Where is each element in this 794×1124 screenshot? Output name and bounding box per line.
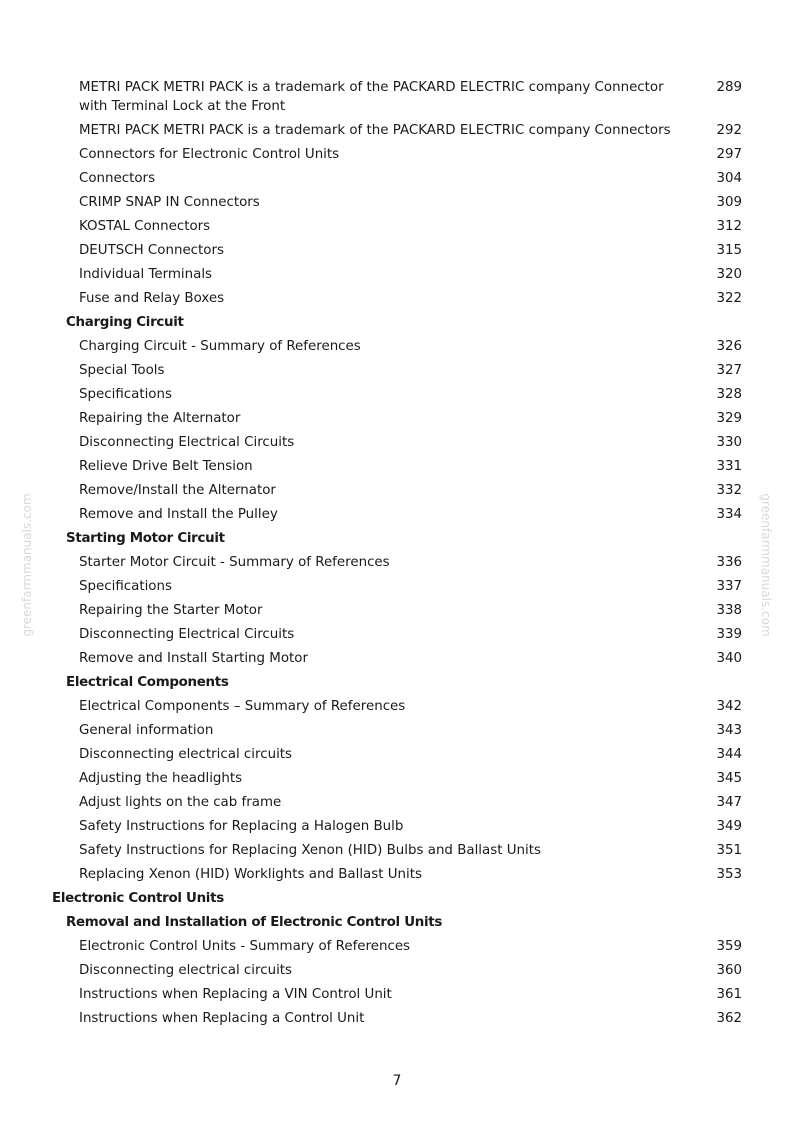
toc-entry[interactable] [0,1008,794,1032]
toc-entry[interactable] [0,120,794,144]
toc-entry[interactable] [0,792,794,816]
toc-entry-page: 336 [716,554,742,570]
toc-entry-page: 340 [716,650,742,666]
toc-entry-page: 328 [716,386,742,402]
toc-entry-title: Relieve Drive Belt Tension [79,458,253,474]
toc-entry-page: 334 [716,506,742,522]
toc-entry-page: 329 [716,410,742,426]
toc-entry[interactable] [0,288,794,312]
toc-entry-page: 337 [716,578,742,594]
toc-entry-title: CRIMP SNAP IN Connectors [79,194,260,210]
toc-entry-title: Electronic Control Units - Summary of References [79,938,411,954]
toc-entry-title: Special Tools [79,362,165,378]
toc-entry[interactable] [0,936,794,960]
toc-entry[interactable] [0,264,794,288]
toc-entry[interactable] [0,984,794,1008]
toc-entry-title: Specifications [79,386,172,402]
toc-entry-title: Starting Motor Circuit [66,530,225,546]
toc-entry-title: Specifications [79,578,172,594]
toc-entry[interactable] [0,696,794,720]
toc-entry[interactable] [0,168,794,192]
toc-entry-title: Electrical Components – Summary of References [79,698,406,714]
toc-entry-page: 351 [716,842,742,858]
toc-entry[interactable] [0,384,794,408]
toc-entry[interactable] [0,408,794,432]
toc-entry-page: 289 [716,80,742,95]
toc-entry-page: 327 [716,362,742,378]
toc-entry-title: Starter Motor Circuit - Summary of References [79,554,390,570]
toc-entry-page: 345 [716,770,742,786]
toc-entry-page: 304 [716,170,742,186]
toc-entry-title: Removal and Installation of Electronic Control Units [66,914,443,930]
toc-entry-title: General information [79,722,214,738]
toc-entry-title: Electrical Components [66,674,229,690]
toc-entry-page: 320 [716,266,742,282]
toc-entry[interactable] [0,624,794,648]
toc-entry-page: 312 [716,218,742,234]
toc-entry-title: Remove and Install Starting Motor [79,650,308,666]
toc-entry-title: KOSTAL Connectors [79,218,211,234]
toc-entry-page: 322 [716,290,742,306]
toc-entry-page: 338 [716,602,742,618]
toc-section-heading[interactable] [0,528,794,552]
toc-entry-page: 331 [716,458,742,474]
toc-entry[interactable] [0,456,794,480]
toc-entry[interactable] [0,240,794,264]
toc-entry-page: 342 [716,698,742,714]
toc-entry[interactable] [0,192,794,216]
toc-entry-title: Replacing Xenon (HID) Worklights and Ballast Units [79,866,422,882]
toc-entry-title: Repairing the Alternator [79,410,241,426]
toc-entry-title: Adjust lights on the cab frame [79,794,282,810]
toc-entry-page: 347 [716,794,742,810]
toc-entry[interactable] [0,600,794,624]
toc-section-heading[interactable] [0,912,794,936]
toc-entry[interactable] [0,864,794,888]
toc-entry[interactable] [0,504,794,528]
toc-entry-page: 292 [716,122,742,138]
watermark-right: greenfarmmanuals.com [759,493,773,637]
toc-entry-title: Fuse and Relay Boxes [79,290,225,306]
toc-entry-title: Connectors [79,170,156,186]
toc-entry[interactable] [0,840,794,864]
toc-entry-page: 330 [716,434,742,450]
toc-section-heading[interactable] [0,312,794,336]
toc-entry-page: 339 [716,626,742,642]
toc-entry[interactable] [0,480,794,504]
toc-entry-title: Safety Instructions for Replacing a Halogen Bulb [79,818,404,834]
toc-entry-page: 343 [716,722,742,738]
toc-entry-title: Repairing the Starter Motor [79,602,263,618]
toc-entry-title: Connectors for Electronic Control Units [79,146,340,162]
toc-entry[interactable] [0,432,794,456]
toc-entry-page: 332 [716,482,742,498]
toc-entry-title: Adjusting the headlights [79,770,243,786]
toc-entry-title: Disconnecting electrical circuits [79,962,293,978]
toc-entry-page: 361 [716,986,742,1002]
toc-entry-page: 353 [716,866,742,882]
toc-entry-page: 359 [716,938,742,954]
toc-entry-page: 315 [716,242,742,258]
toc-entry-title: Remove and Install the Pulley [79,506,278,522]
toc-entry-page: 326 [716,338,742,354]
toc-entry[interactable] [0,720,794,744]
toc-entry[interactable] [0,816,794,840]
toc-entry[interactable] [0,77,794,120]
watermark-left: greenfarmmanuals.com [20,493,34,637]
toc-entry-title: METRI PACK METRI PACK is a trademark of the PACKARD ELECTRIC company Connectors [79,122,671,138]
toc-entry-title: Disconnecting electrical circuits [79,746,293,762]
toc-entry-title: Charging Circuit [66,314,184,330]
toc-entry-title: Safety Instructions for Replacing Xenon (HID) Bulbs and Ballast Units [79,842,541,858]
toc-entry-page: 309 [716,194,742,210]
toc-entry-title: Instructions when Replacing a VIN Control Unit [79,986,392,1002]
toc-entry[interactable] [0,576,794,600]
toc-section-heading[interactable] [0,888,794,912]
toc-entry-title: Remove/Install the Alternator [79,482,276,498]
toc-entry[interactable] [0,960,794,984]
toc-entry[interactable] [0,360,794,384]
toc-entry[interactable] [0,552,794,576]
toc-entry-title: Disconnecting Electrical Circuits [79,626,295,642]
toc-entry-title: METRI PACK METRI PACK is a trademark of the PACKARD ELECTRIC company Connector with Terminal Lock at the Front [79,80,664,114]
page-number: 7 [392,1073,402,1089]
toc-entry-page: 297 [716,146,742,162]
toc-entry-page: 349 [716,818,742,834]
toc-entry-title: Electronic Control Units [52,890,224,906]
toc-entry[interactable] [0,768,794,792]
toc-entry-title: Instructions when Replacing a Control Unit [79,1010,365,1026]
toc-entry-title: Charging Circuit - Summary of References [79,338,361,354]
toc-entry[interactable] [0,336,794,360]
toc-entry-title: Disconnecting Electrical Circuits [79,434,295,450]
toc-entry-title: DEUTSCH Connectors [79,242,224,258]
toc-entry-page: 362 [716,1010,742,1026]
toc-entry[interactable] [0,744,794,768]
toc-section-heading[interactable] [0,672,794,696]
toc-entry[interactable] [0,216,794,240]
table-of-contents [0,77,794,1032]
toc-entry-page: 360 [716,962,742,978]
toc-entry-page: 344 [716,746,742,762]
toc-entry[interactable] [0,144,794,168]
toc-entry-title: Individual Terminals [79,266,213,282]
toc-entry[interactable] [0,648,794,672]
